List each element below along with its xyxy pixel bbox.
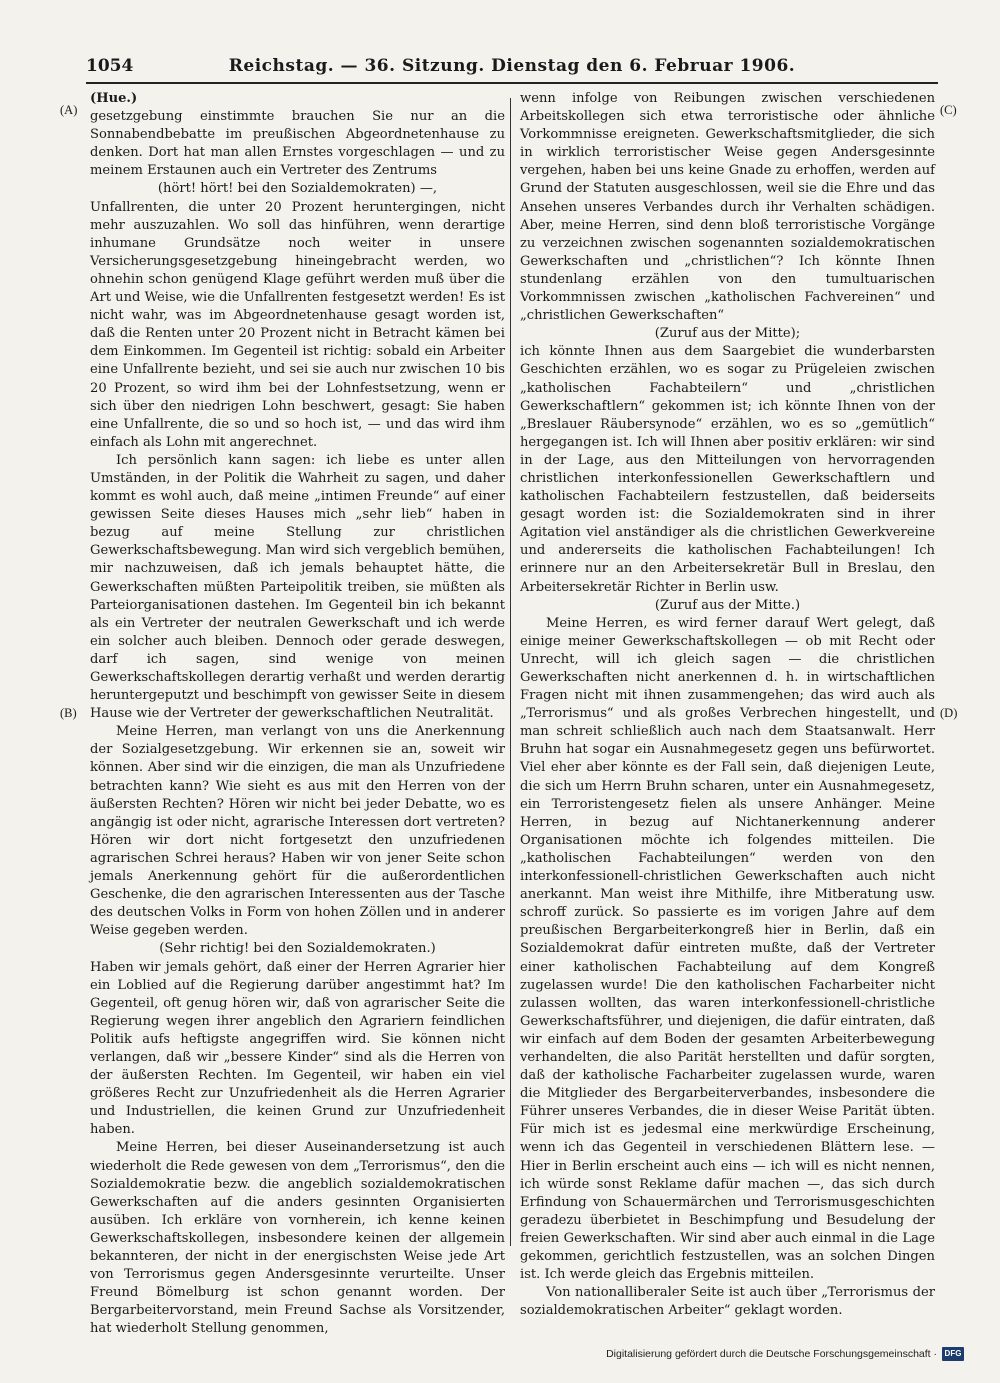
column-divider <box>510 98 511 1246</box>
running-title: Reichstag. — 36. Sitzung. Dienstag den 6. Februar 1906. <box>228 56 796 76</box>
margin-mark-a: (A) <box>60 103 78 117</box>
header-rule <box>86 82 938 84</box>
dfg-logo-icon: DFG <box>942 1347 964 1361</box>
page-header <box>86 52 938 78</box>
paragraph: Von nationalliberaler Seite ist auch über „Terrorismus der sozialdemokratischen Arbeiter“ geklagt worden. <box>520 1285 935 1319</box>
interjection: (Zuruf aus der Mitte.) <box>654 597 801 613</box>
paragraph: ich könnte Ihnen aus dem Saargebiet die wunderbarsten Geschichten erzählen, wo es sogar zu Prügeleien zwischen „katholischen Fachabteilern“ und „christlichen Gewerkschaftlern“ gekommen ist; ich könnte Ihnen von der „Breslauer Räubersynode“ erzählen, wo es so „gemütlich“ hergegangen ist. Ich will Ihnen aber positiv erklären: wir sind in der Lage, aus den Mitteilungen von hervorragenden christlichen interkonfessionellen Gewerkschaftlern und katholischen Fachabteilern festzustellen, daß beiderseits gesagt worden ist: die Sozialdemokraten sind in ihrer Agitation viel anständiger als die christlichen Gewerkvereine und andererseits die katholischen Fachabteilungen! Ich erinnere nur an den Arbeitersekretär Bull in Breslau, den Arbeitersekretär Richter in Berlin usw. <box>520 344 935 595</box>
speaker-name: (Hue.) <box>90 91 138 106</box>
paragraph: gesetzgebung einstimmte brauchen Sie nur an die Sonnabendbebatte im preußischen Abgeordnetenhause zu denken. Dort hat man allen Ernstes vorgeschlagen — und zu meinem Erstaunen auch ein Vertreter des Zentrums <box>90 109 505 179</box>
interjection: (Zuruf aus der Mitte); <box>654 326 801 342</box>
paragraph: wenn infolge von Reibungen zwischen verschiedenen Arbeitskollegen sich etwa terroristische oder ähnliche Vorkommnisse ereigneten. Gewerkschaftsmitglieder, die sich in wirklich terroristischer Weise gegen Andersgesinnte vergehen, haben bei uns keine Gnade zu erhoffen, werden auf Grund der Statuten ausgeschlossen, weil sie die Ehre und das Ansehen unseres Verbandes durch ihr Verhalten schädigen. Aber, meine Herren, sind denn bloß terroristische Vorgänge zu verzeichnen zwischen sogenannten sozialdemokratischen Gewerkschaften und „christlichen“? Ich könnte Ihnen stundenlang erzählen von den tumultuarischen Vorkommnissen zwischen „katholischen Fachvereinen“ und „christlichen Gewerkschaften“ <box>520 91 935 324</box>
paragraph: Meine Herren, man verlangt von uns die Anerkennung der Sozialgesetzgebung. Wir erkennen sie an, soweit wir können. Aber sind wir die einzigen, die man als Unzufriedene betrachten kann? Wie sieht es aus mit den Herren von der äußersten Rechten? Hören wir nicht bei jeder Debatte, wo es angängig ist oder nicht, agrarische Interessen dort vertreten? Hören wir dort nicht fortgesetzt den unzufriedenen agrarischen Schrei heraus? Haben wir von jener Seite schon jemals Anerkennung gehört für die außerordentlichen Geschenke, die den agrarischen Interessenten aus der Tasche des deutschen Volks in Form von hohen Zöllen und in anderer Weise gegeben werden. <box>90 724 505 939</box>
margin-mark-b: (B) <box>60 706 77 720</box>
paragraph: Unfallrenten, die unter 20 Prozent heruntergingen, nicht mehr auszuzahlen. Wo soll das hinführen, wenn derartige inhumane Grundsätze noch weiter in unsere Versicherungsgesetzgebung hineingebracht werden, wo ohnehin schon genügend Klage geführt werden muß über die Art und Weise, wie die Unfallrenten festgesetzt werden! Es ist nicht wahr, was im Abgeordnetenhause gesagt worden ist, daß die Renten unter 20 Prozent nicht in Betracht kämen bei dem Einkommen. Im Gegenteil ist richtig: sobald ein Arbeiter eine Unfallrente bezieht, und sei sie auch nur zwischen 10 bis 20 Prozent, so wird ihm bei der Lohnfestsetzung, wenn er sich über den niedrigen Lohn beschwert, gesagt: Sie haben eine Unfallrente, die so und so hoch ist, — und das wird ihm einfach als Lohn mit angerechnet. <box>90 199 505 450</box>
margin-mark-d: (D) <box>940 706 958 720</box>
page-number: 1054 <box>86 56 134 76</box>
margin-mark-c: (C) <box>940 103 957 117</box>
right-column <box>520 90 935 1320</box>
footer-text: Digitalisierung gefördert durch die Deutsche Forschungsgemeinschaft · <box>606 1348 937 1360</box>
paragraph: Ich persönlich kann sagen: ich liebe es unter allen Umständen, in der Politik die Wahrheit zu sagen, und daher kommt es wohl auch, daß meine „intimen Freunde“ auf einer gewissen Seite dieses Hauses mich „sehr lieb“ haben in bezug auf meine Stellung zur christlichen Gewerkschaftsbewegung. Man wird sich vergeblich bemühen, mir nachzuweisen, daß ich jemals behauptet hätte, die Gewerkschaften müßten Parteipolitik treiben, sie müßten als Parteiorganisationen dastehen. Im Gegenteil bin ich bekannt als ein Vertreter der neutralen Gewerkschaft und ich werde ein solcher auch bleiben. Dennoch oder gerade deswegen, darf ich sagen, sind wenige von meinen Gewerkschaftskollegen derartig verhaßt und werden derartig heruntergeputzt und beschimpft von gewisser Seite in diesem Hause wie der Vertreter der gewerkschaftlichen Neutralität. <box>90 452 505 722</box>
footer-credit <box>606 1347 964 1361</box>
interjection: (Sehr richtig! bei den Sozialdemokraten.) <box>159 941 436 957</box>
left-column <box>90 90 505 1338</box>
paragraph: Meine Herren, es wird ferner darauf Wert gelegt, daß einige meiner Gewerkschaftskollegen — ob mit Recht oder Unrecht, will ich gleich sagen — die christlichen Gewerkschaften nicht anerkennen d. h. in wirtschaftlichen Fragen nicht mit ihnen zusammengehen; das wird auch als „Terrorismus“ und als großes Verbrechen hingestellt, und man schreit schließlich auch nach dem Staatsanwalt. Herr Bruhn hat sogar ein Ausnahmegesetz gegen uns befürwortet. Viel eher aber könnte es der Fall sein, daß diejenigen Leute, die sich um Herrn Bruhn scharen, unter ein Ausnahmegesetz, ein Terroristengesetz fielen als unsere Anhänger. Meine Herren, in bezug auf Nichtanerkennung anderer Organisationen möchte ich folgendes mitteilen. Die „katholischen Fachabteilungen“ werden von den interkonfessionell-christlichen Gewerkschaften auch nicht anerkannt. Man weist ihre Mithilfe, ihre Mitberatung usw. schroff zurück. So passierte es im vorigen Jahre auf dem preußischen Bergarbeiterkongreß hier in Berlin, daß ein Sozialdemokrat dafür eintreten mußte, daß der Vertreter einer katholischen Fachabteilung auf dem Kongreß zugelassen wurde! Die den katholischen Facharbeiter nicht zulassen wollten, das waren interkonfessionell-christliche Gewerkschaftsführer, und diejenigen, die dafür eintraten, daß wir einfach auf dem Boden der gesamten Arbeiterbewegung verhandelten, die also Parität herstellten und dafür sorgten, daß der katholische Facharbeiter zugelassen wurde, waren die Mitglieder des Bergarbeiterverbandes, insbesondere die Führer unseres Verbandes, die in dieser Weise Parität übten. Für mich ist es jedesmal eine merkwürdige Erscheinung, wenn ich das Gegenteil in verschiedenen Blättern lese. — Hier in Berlin erscheint auch eins — ich will es nicht nennen, ich würde sonst Reklame dafür machen —, das sich durch Erfindung von Schauermärchen und Terrorismusgeschichten geradezu überbietet in Beschimpfung und Besudelung der freien Gewerkschaften. Wir sind aber auch einmal in die Lage gekommen, gerichtlich festzustellen, was an solchen Dingen ist. Ich werde gleich das Ergebnis mitteilen. <box>520 615 935 1283</box>
paragraph: Meine Herren, bei dieser Auseinandersetzung ist auch wiederholt die Rede gewesen von dem „Terrorismus“, den die Sozialdemokratie bezw. die angeblich sozialdemokratischen Gewerkschaften auf die anders gesinnten Organisierten ausüben. Ich erkläre von vornherein, ich kenne keinen Gewerkschaftskollegen, insbesondere keinen der allgemein bekannteren, der nicht in der energischsten Weise jede Art von Terrorismus gegen Andersgesinnte verurteilte. Unser Freund Bömelburg ist schon genannt worden. Der Bergarbeitervorstand, mein Freund Sachse als Vorsitzender, hat wiederholt Stellung genommen, <box>90 1140 505 1337</box>
paragraph: Haben wir jemals gehört, daß einer der Herren Agrarier hier ein Loblied auf die Regierung darüber angestimmt hat? Im Gegenteil, oft genug hören wir, daß von agrarischer Seite die Regierung wegen ihrer angeblich den Agrariern feindlichen Politik aufs heftigste angegriffen wird. Sie können nicht verlangen, daß wir „bessere Kinder“ sind als die Herren von der äußersten Rechten. Im Gegenteil, wir haben ein viel größeres Recht zur Unzufriedenheit als die Herren Agrarier und Industriellen, die keinen Grund zur Unzufriedenheit haben. <box>90 959 505 1138</box>
interjection: (hört! hört! bei den Sozialdemokraten) —, <box>157 181 438 197</box>
